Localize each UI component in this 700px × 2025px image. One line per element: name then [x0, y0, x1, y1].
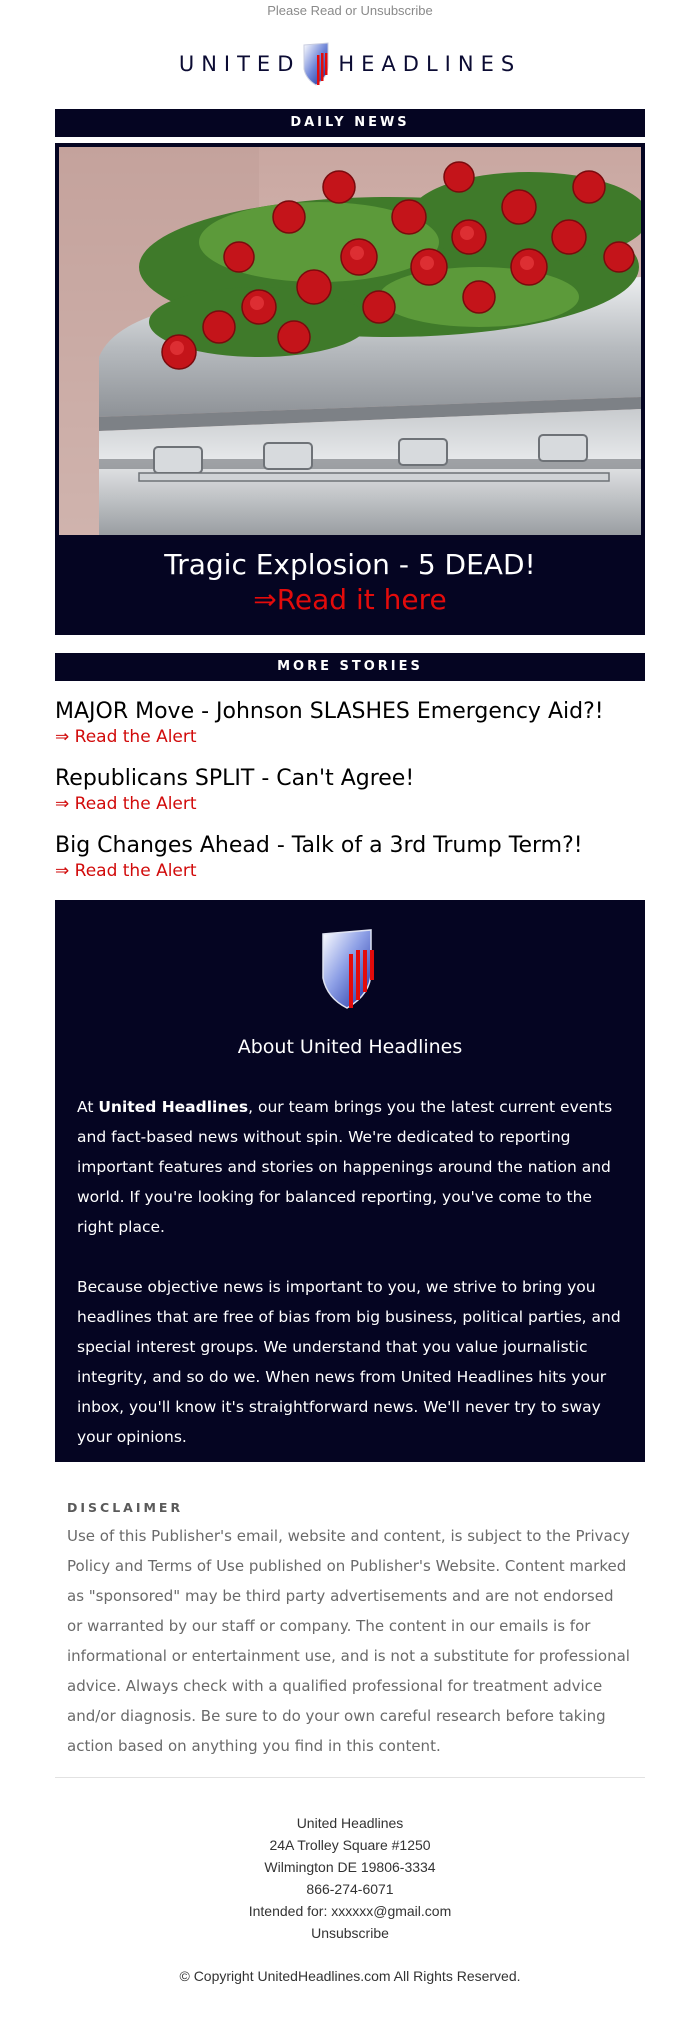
- disclaimer-heading: DISCLAIMER: [67, 1500, 184, 1515]
- hero-card[interactable]: [55, 143, 645, 635]
- story-read-link[interactable]: ⇒ Read the Alert: [55, 727, 197, 747]
- footer-address-1: 24A Trolley Square #1250: [269, 1837, 431, 1853]
- about-paragraph-2: Because objective news is important to you, we strive to bring you headlines that are free of bias from big business, political parties, and special interest groups. We understand that you value journalistic integrity, and so do we. When news from United Headlines hits your inbox, you'll know it's straightforward news. We'll never try to sway your opinions.: [77, 1278, 621, 1446]
- hero-image[interactable]: [59, 147, 641, 535]
- story-item: [55, 766, 645, 816]
- hero-read-link[interactable]: ⇒Read it here: [253, 583, 447, 616]
- about-title: About United Headlines: [237, 1036, 463, 1058]
- story-read-link[interactable]: ⇒ Read the Alert: [55, 794, 197, 814]
- about-section: [55, 900, 645, 1462]
- about-p1-prefix: At: [77, 1098, 99, 1116]
- story-item: [55, 833, 645, 883]
- brand-logo[interactable]: [0, 40, 700, 88]
- footer-intended-for: Intended for: xxxxxx@gmail.com: [248, 1903, 452, 1919]
- brand-word-left: UNITED: [178, 52, 301, 76]
- footer-phone: 866-274-6071: [306, 1881, 394, 1897]
- about-brand-strong: United Headlines: [98, 1098, 249, 1116]
- daily-news-bar: DAILY NEWS: [55, 109, 645, 137]
- disclaimer-section: [55, 1462, 645, 1778]
- preheader-link[interactable]: Please Read or Unsubscribe: [267, 3, 433, 18]
- footer: [55, 1812, 645, 1944]
- story-list: [55, 699, 645, 883]
- story-title[interactable]: MAJOR Move - Johnson SLASHES Emergency Aid?!: [55, 699, 604, 724]
- shield-icon: [302, 41, 332, 87]
- story-item: [55, 699, 645, 749]
- story-title[interactable]: Republicans SPLIT - Can't Agree!: [55, 766, 415, 791]
- brand-word-right: HEADLINES: [338, 52, 522, 76]
- disclaimer-body: Use of this Publisher's email, website and content, is subject to the Privacy Policy and Terms of Use published on Publisher's Website. Content marked as "sponsored" may be third party advertisements and are not endorsed or warranted by our staff or company. The content in our emails is for informational or entertainment use, and is not a substitute for professional advice. Always check with a qualified professional for treatment advice and/or diagnosis. Be sure to do your own careful research before taking action based on anything you find in this content.: [67, 1527, 630, 1755]
- about-p1-rest: , our team brings you the latest current events and fact-based news without spin. We're dedicated to reporting important features and stories on happenings around the nation and world. If you're looking for balanced reporting, you've come to the right place.: [77, 1098, 613, 1236]
- more-stories-bar: MORE STORIES: [55, 653, 645, 681]
- footer-company: United Headlines: [296, 1815, 404, 1831]
- hero-headline[interactable]: Tragic Explosion - 5 DEAD!: [164, 548, 536, 581]
- unsubscribe-link[interactable]: Unsubscribe: [311, 1925, 389, 1941]
- copyright: © Copyright UnitedHeadlines.com All Rights Reserved.: [179, 1968, 521, 1984]
- shield-icon: [319, 928, 381, 1010]
- story-title[interactable]: Big Changes Ahead - Talk of a 3rd Trump Term?!: [55, 833, 583, 858]
- story-read-link[interactable]: ⇒ Read the Alert: [55, 861, 197, 881]
- preheader: [0, 0, 700, 20]
- footer-address-2: Wilmington DE 19806-3334: [264, 1859, 436, 1875]
- about-paragraph-1: [77, 1092, 623, 1242]
